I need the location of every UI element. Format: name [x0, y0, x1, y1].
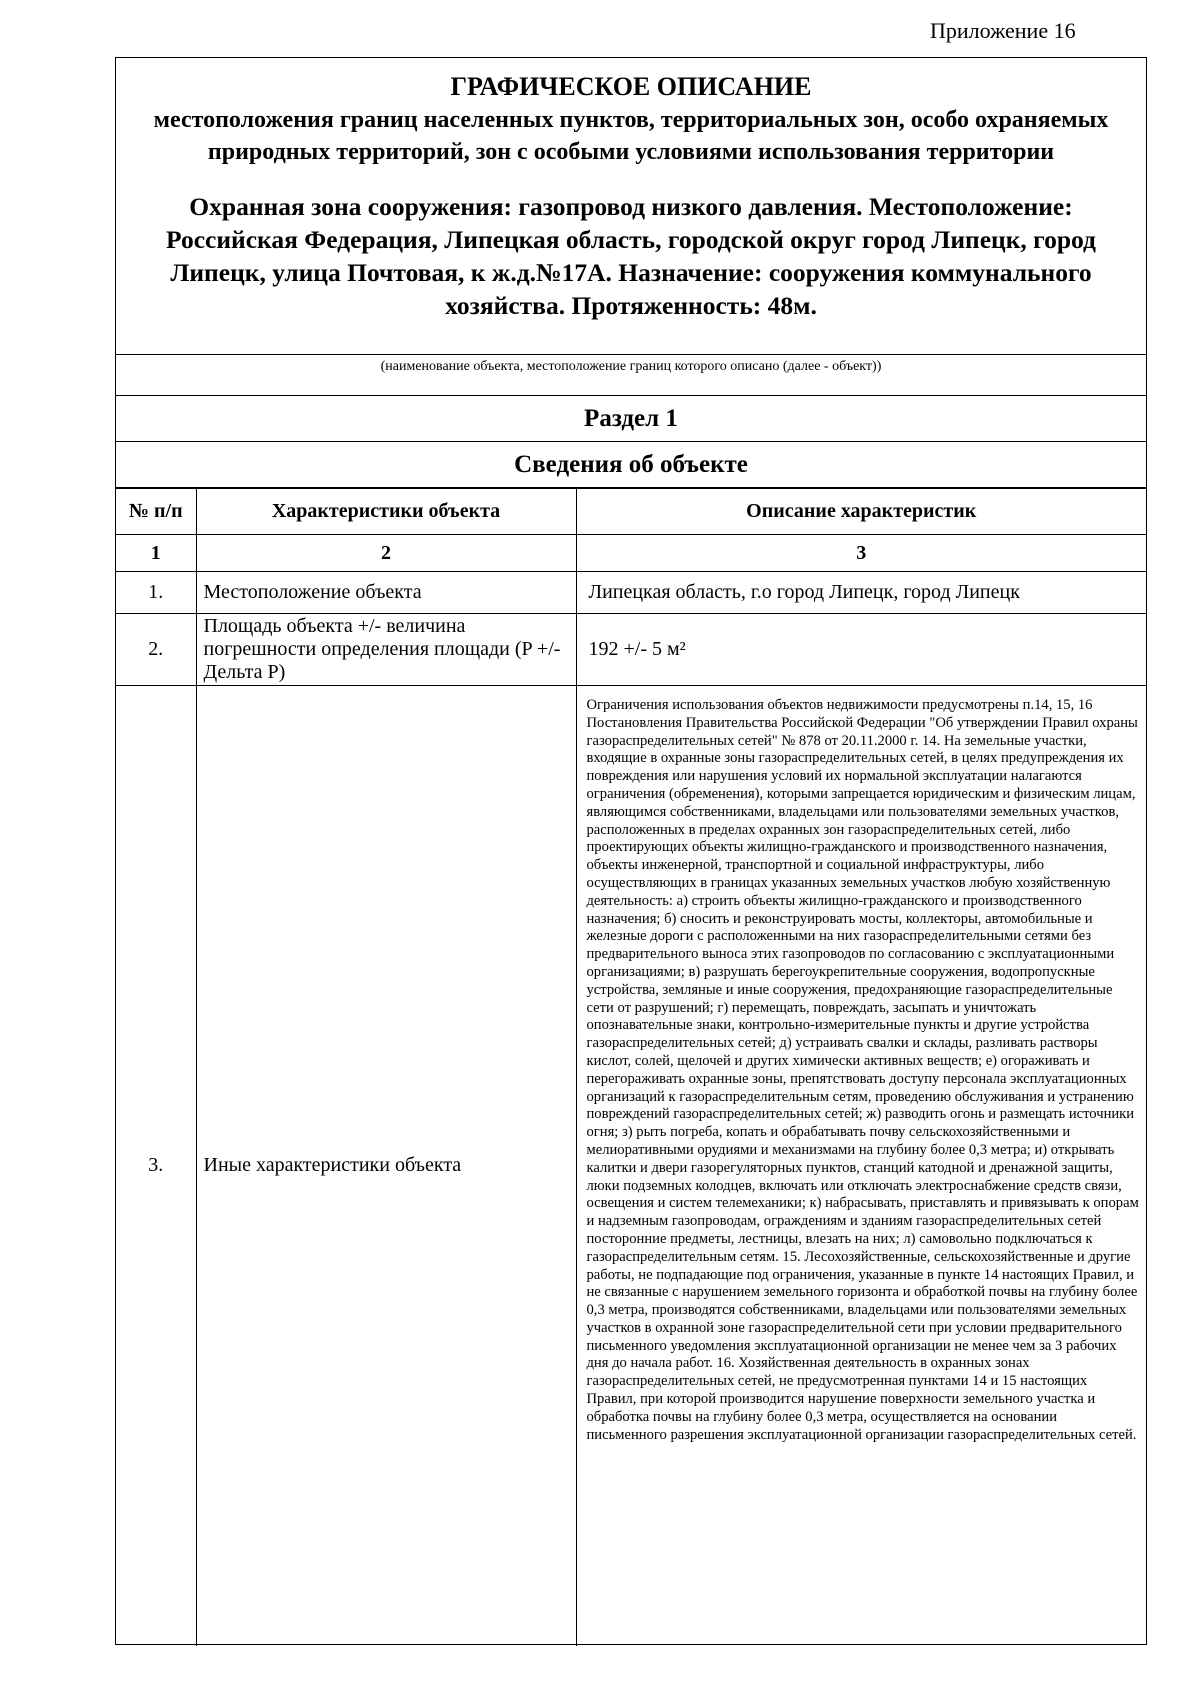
- header-cell-characteristics: Характеристики объекта: [196, 489, 576, 535]
- object-info-table: [116, 488, 1146, 1646]
- row-description: 192 +/- 5 м²: [576, 614, 1146, 686]
- column-number: 3: [576, 535, 1146, 572]
- section-title: Сведения об объекте: [116, 442, 1146, 488]
- column-number-row: [116, 535, 1146, 572]
- document-frame: [115, 57, 1147, 1645]
- appendix-label: Приложение 16: [930, 18, 1076, 43]
- row-description: Липецкая область, г.о город Липецк, город Липецк: [576, 572, 1146, 614]
- object-description: Охранная зона сооружения: газопровод низкого давления. Местоположение: Российская Федерация, Липецкая область, городской округ город Липецк, город Липецк, улица Почтовая, к ж.д.№17А. Назначение: сооружения коммунального хозяйства. Протяженность: 48м.: [166, 192, 1096, 320]
- object-caption: (наименование объекта, местоположение границ которого описано (далее - объект)): [116, 354, 1146, 396]
- document-subtitle: местоположения границ населенных пунктов, территориальных зон, особо охраняемых природных территорий, зон с особыми условиями использования территории: [153, 107, 1109, 165]
- row-index: 1.: [116, 572, 196, 614]
- row-characteristic: Иные характеристики объекта: [196, 686, 576, 1646]
- column-number: 1: [116, 535, 196, 572]
- header-cell-description: Описание характеристик: [576, 489, 1146, 535]
- row-characteristic: Площадь объекта +/- величина погрешности определения площади (P +/- Дельта P): [196, 614, 576, 686]
- row-characteristic: Местоположение объекта: [196, 572, 576, 614]
- row-index: 3.: [116, 686, 196, 1646]
- document-title: ГРАФИЧЕСКОЕ ОПИСАНИЕ: [450, 72, 812, 101]
- document-header: [116, 58, 1146, 354]
- row-index: 2.: [116, 614, 196, 686]
- column-number: 2: [196, 535, 576, 572]
- row-description-long: Ограничения использования объектов недвижимости предусмотрены п.14, 15, 16 Постановления Правительства Российской Федерации "Об утверждении Правил охраны газораспределительных сетей" № 878 от 20.11.2000 г. 14. На земельные участки, входящие в охранные зоны газораспределительных сетей, в целях предупреждения их повреждения или нарушения условий их нормальной эксплуатации налагаются ограничения (обременения), которыми запрещается юридическим и физическим лицам, являющимся собственниками, владельцами или пользователями земельных участков, расположенных в пределах охранных зон газораспределительных сетей, либо проектирующих объекты жилищно-гражданского и производственного назначения, объекты инженерной, транспортной и социальной инфраструктуры, либо осуществляющих в границах указанных земельных участков любую хозяйственную деятельность: а) строить объекты жилищно-гражданского и производственного назначения; б) сносить и реконструировать мосты, коллекторы, автомобильные и железные дороги с расположенными на них газораспределительными сетями без предварительного выноса этих газопроводов по согласованию с эксплуатационными организациями; в) разрушать берегоукрепительные сооружения, водопропускные устройства, земляные и иные сооружения, предохраняющие газораспределительные сети от разрушений; г) перемещать, повреждать, засыпать и уничтожать опознавательные знаки, контрольно-измерительные пункты и другие устройства газораспределительных сетей; д) устраивать свалки и склады, разливать растворы кислот, солей, щелочей и других химически активных веществ; е) огораживать и перегораживать охранные зоны, препятствовать доступу персонала эксплуатационных организаций к газораспределительным сетям, проведению обслуживания и устранению повреждений газораспределительных сетей; ж) разводить огонь и размещать источники огня; з) рыть погреба, копать и обрабатывать почву сельскохозяйственными и мелиоративными орудиями и механизмами на глубину более 0,3 метра; и) открывать калитки и двери газорегуляторных пунктов, станций катодной и дренажной защиты, люки подземных колодцев, включать или отключать электроснабжение средств связи, освещения и систем телемеханики; к) набрасывать, приставлять и привязывать к опорам и надземным газопроводам, ограждениям и зданиям газораспределительных сетей посторонние предметы, лестницы, влезать на них; л) самовольно подключаться к газораспределительным сетям. 15. Лесохозяйственные, сельскохозяйственные и другие работы, не подпадающие под ограничения, указанные в пункте 14 настоящих Правил, и не связанные с нарушением земельного горизонта и обработкой почвы на глубину более 0,3 метра, производятся собственниками, владельцами или пользователями земельных участков в охранной зоне газораспределительной сети при условии предварительного письменного уведомления эксплуатационной организации не менее чем за 3 рабочих дня до начала работ. 16. Хозяйственная деятельность в охранных зонах газораспределительных сетей, не предусмотренная пунктами 14 и 15 настоящих Правил, при которой производится нарушение поверхности земельного участка и обработка почвы на глубину более 0,3 метра, осуществляется на основании письменного разрешения эксплуатационной организации газораспределительных сетей.: [576, 686, 1146, 1646]
- header-cell-number: № п/п: [116, 489, 196, 535]
- table-row: [116, 686, 1146, 1646]
- table-header-row: [116, 489, 1146, 535]
- table-row: [116, 572, 1146, 614]
- table-row: [116, 614, 1146, 686]
- section-number: Раздел 1: [116, 396, 1146, 442]
